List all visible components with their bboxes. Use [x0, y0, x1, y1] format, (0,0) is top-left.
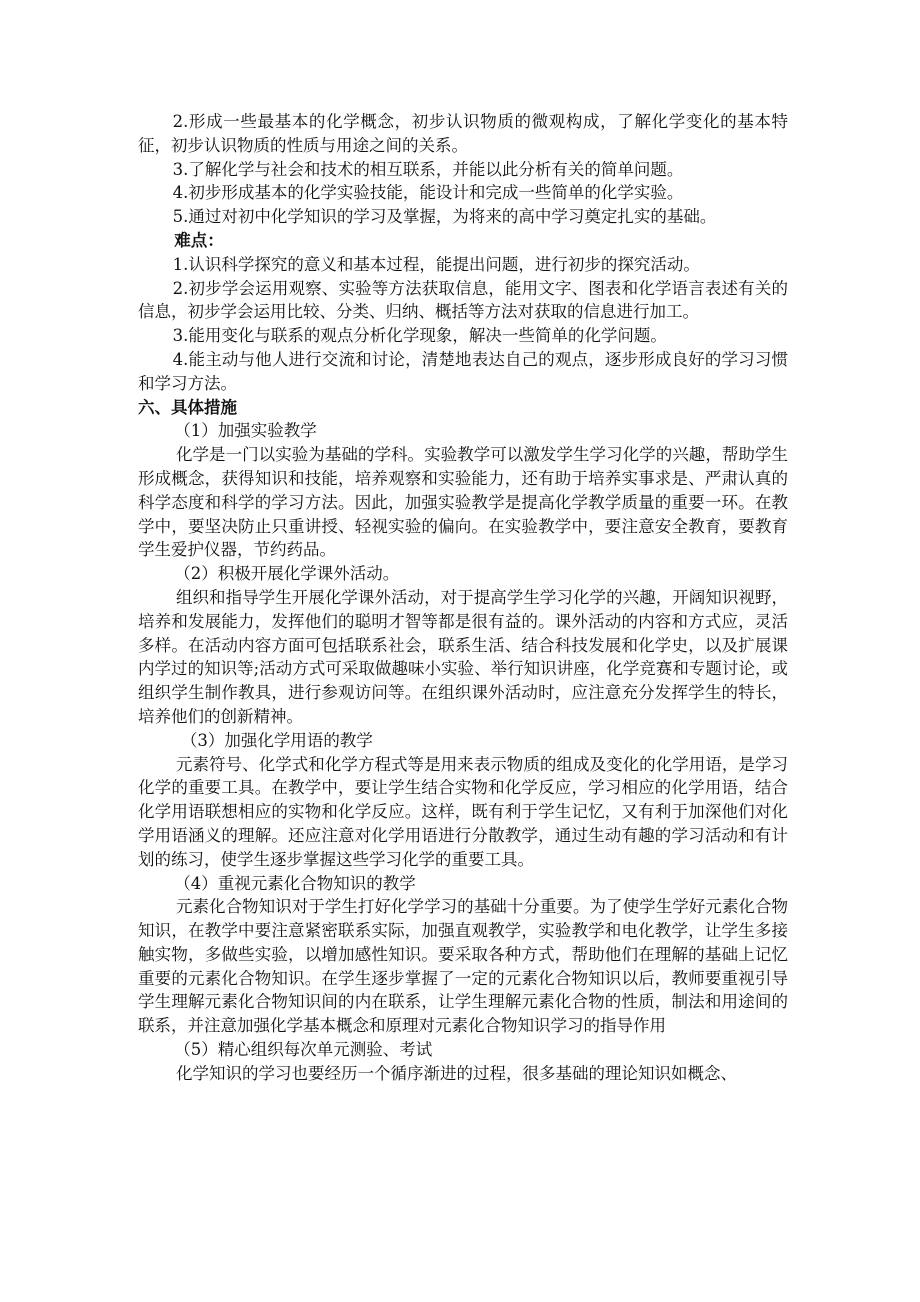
subsection-title: （5）精心组织每次单元测验、考试 [174, 1040, 433, 1060]
body-paragraph: 元素化合物知识对于学生打好化学学习的基础十分重要。为了使学生学好元素化合物知识，在教学中要注意紧密联系实际，加强直观教学，实验教学和电化教学，让学生多接触实物，多做些实验，以增加感性知识。要采取各种方式，帮助他们在理解的基础上记忆重要的元素化合物知识。在学生逐步掌握了一定的元素化合物知识以后，教师要重视引导学生理解元素化合物知识间的内在联系，让学生理解元素化合物的性质，制法和用途间的联系，并注意加强化学基本概念和原理对元素化合物知识学习的指导作用 [138, 897, 788, 1036]
difficulty-paragraph: 2.初步学会运用观察、实验等方法获取信息，能用文字、图表和化学语言表述有关的信息，初步学会运用比较、分类、归纳、概括等方法对获取的信息进行加工。 [138, 278, 788, 322]
difficulty-paragraph: 4.能主动与他人进行交流和讨论，清楚地表达自己的观点，逐步形成良好的学习习惯和学习方法。 [138, 349, 788, 393]
document-page [138, 110, 788, 1086]
objective-paragraph: 2.形成一些最基本的化学概念，初步认识物质的微观构成，了解化学变化的基本特征，初步认识物质的性质与用途之间的关系。 [138, 112, 788, 155]
difficulties-label: 难点： [174, 230, 224, 250]
objective-paragraph: 3.了解化学与社会和技术的相互联系，并能以此分析有关的简单问题。 [172, 159, 684, 179]
body-paragraph: 元素符号、化学式和化学方程式等是用来表示物质的组成及变化的化学用语，是学习化学的重要工具。在教学中，要让学生结合实物和化学反应，学习相应的化学用语，结合化学用语联想相应的实物和化学反应。这样，既有利于学生记忆，又有利于加深他们对化学用语涵义的理解。还应注意对化学用语进行分散教学，通过生动有趣的学习活动和有计划的练习，使学生逐步掌握这些学习化学的重要工具。 [138, 754, 788, 869]
subsection-title: （2）积极开展化学课外活动。 [174, 564, 400, 584]
body-paragraph: 化学知识的学习也要经历一个循序渐进的过程，很多基础的理论知识如概念、 [175, 1063, 737, 1083]
section-heading: 六、具体措施 [138, 397, 237, 417]
difficulty-paragraph: 3.能用变化与联系的观点分析化学现象，解决一些简单的化学问题。 [172, 326, 667, 346]
body-paragraph: 组织和指导学生开展化学课外活动，对于提高学生学习化学的兴趣，开阔知识视野，培养和发展能力，发挥他们的聪明才智等都是很有益的。课外活动的内容和方式应，灵活多样。在活动内容方面可包括联系社会，联系生活、结合科技发展和化学史，以及扩展课内学过的知识等;活动方式可采取做趣味小实验、举行知识讲座，化学竞赛和专题讨论，或组织学生制作教具，进行参观访问等。在组织课外活动时，应注意充分发挥学生的特长，培养他们的创新精神。 [138, 587, 788, 726]
body-paragraph: 化学是一门以实验为基础的学科。实验教学可以激发学生学习化学的兴趣，帮助学生形成概念，获得知识和技能，培养观察和实验能力，还有助于培养实事求是、严肃认真的科学态度和科学的学习方法。因此，加强实验教学是提高化学教学质量的重要一环。在教学中，要坚决防止只重讲授、轻视实验的偏向。在实验教学中，要注意安全教育，要教育学生爱护仪器，节约药品。 [138, 445, 788, 560]
objective-paragraph: 4.初步形成基本的化学实验技能，能设计和完成一些简单的化学实验。 [172, 183, 684, 203]
subsection-title: （4）重视元素化合物知识的教学 [174, 873, 416, 893]
difficulty-paragraph: 1.认识科学探究的意义和基本过程，能提出问题，进行初步的探究活动。 [172, 254, 700, 274]
objective-paragraph: 5.通过对初中化学知识的学习及掌握，为将来的高中学习奠定扎实的基础。 [172, 207, 717, 227]
subsection-title: （3）加强化学用语的教学 [180, 730, 373, 750]
subsection-title: （1）加强实验教学 [174, 421, 317, 441]
